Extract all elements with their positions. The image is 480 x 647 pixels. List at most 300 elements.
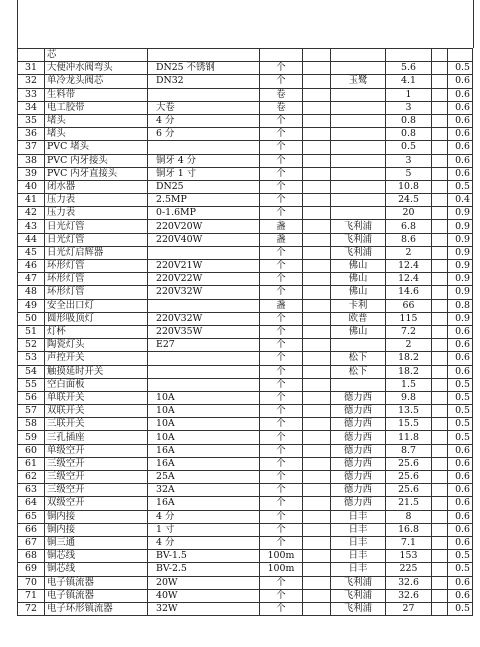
cell-spec bbox=[148, 352, 260, 365]
cell-brand: 卡利 bbox=[331, 299, 386, 312]
cell-empty bbox=[303, 194, 331, 207]
table-row bbox=[18, 391, 473, 404]
cell-unit: 个 bbox=[260, 128, 303, 141]
cell-number: 62 bbox=[18, 471, 45, 484]
cell-item-name: 触摸延时开关 bbox=[45, 365, 148, 378]
cell-unit: 个 bbox=[260, 378, 303, 391]
cell-empty bbox=[432, 62, 448, 75]
cell-item-name: 双级空开 bbox=[45, 497, 148, 510]
cell-price: 0.8 bbox=[386, 128, 432, 141]
cell-spec bbox=[148, 378, 260, 391]
cell-empty bbox=[303, 286, 331, 299]
cell-brand bbox=[331, 378, 386, 391]
cell-spec: 大卷 bbox=[148, 101, 260, 114]
cell-price: 5.6 bbox=[386, 62, 432, 75]
cell-item-name: 压力表 bbox=[45, 194, 148, 207]
cell-unit: 个 bbox=[260, 444, 303, 457]
cell-empty bbox=[303, 141, 331, 154]
cell-item-name: 单级空开 bbox=[45, 444, 148, 457]
cell-brand: 日丰 bbox=[331, 523, 386, 536]
cell-unit: 个 bbox=[260, 75, 303, 88]
cell-unit: 个 bbox=[260, 154, 303, 167]
table-row bbox=[18, 312, 473, 325]
cell-empty bbox=[303, 273, 331, 286]
cell-number: 41 bbox=[18, 194, 45, 207]
table-row bbox=[18, 457, 473, 470]
cell-spec bbox=[148, 88, 260, 101]
cell-empty bbox=[303, 365, 331, 378]
cell-price: 12.4 bbox=[386, 273, 432, 286]
cell-unit: 个 bbox=[260, 260, 303, 273]
cell-empty bbox=[432, 431, 448, 444]
cell-unit: 个 bbox=[260, 325, 303, 338]
cell-spec: DN25 不锈钢 bbox=[148, 62, 260, 75]
cell-spec: 铜牙 4 分 bbox=[148, 154, 260, 167]
cell-price: 7.2 bbox=[386, 325, 432, 338]
cell-item-name: 安全出口灯 bbox=[45, 299, 148, 312]
table-row bbox=[18, 536, 473, 549]
cell-item-name: 环形灯管 bbox=[45, 286, 148, 299]
cell-price: 15.5 bbox=[386, 418, 432, 431]
cell-empty bbox=[432, 101, 448, 114]
cell-empty bbox=[303, 602, 331, 615]
cell-spec: 220V21W bbox=[148, 260, 260, 273]
cell-item-name: PVC 内牙接头 bbox=[45, 154, 148, 167]
cell-number: 56 bbox=[18, 391, 45, 404]
cell-rate: 0.9 bbox=[448, 273, 473, 286]
cell-number: 55 bbox=[18, 378, 45, 391]
cell-empty bbox=[432, 602, 448, 615]
cell-empty bbox=[432, 497, 448, 510]
cell-price: 3 bbox=[386, 154, 432, 167]
cell-number: 71 bbox=[18, 589, 45, 602]
cell-item-name: 铜内接 bbox=[45, 510, 148, 523]
cell-empty bbox=[303, 352, 331, 365]
cell-price: 66 bbox=[386, 299, 432, 312]
cell-number: 58 bbox=[18, 418, 45, 431]
cell-spec: 1 寸 bbox=[148, 523, 260, 536]
cell-number: 40 bbox=[18, 180, 45, 193]
cell-number: 34 bbox=[18, 101, 45, 114]
cell-empty bbox=[432, 457, 448, 470]
cell-rate: 0.9 bbox=[448, 220, 473, 233]
table-row bbox=[18, 62, 473, 75]
cell-rate: 0.9 bbox=[448, 246, 473, 259]
cell-rate: 0.6 bbox=[448, 589, 473, 602]
cell-empty bbox=[432, 352, 448, 365]
cell-item-name: 生料带 bbox=[45, 88, 148, 101]
cell-empty bbox=[432, 550, 448, 563]
cell-unit: 个 bbox=[260, 246, 303, 259]
cell-number: 59 bbox=[18, 431, 45, 444]
cell-unit: 个 bbox=[260, 510, 303, 523]
table-row bbox=[18, 207, 473, 220]
cell-item-name: 铜内接 bbox=[45, 523, 148, 536]
cell-price: 13.5 bbox=[386, 405, 432, 418]
cell-price: 11.8 bbox=[386, 431, 432, 444]
cell-item-name: 空白面板 bbox=[45, 378, 148, 391]
cell-price: 153 bbox=[386, 550, 432, 563]
cell-brand: 德力西 bbox=[331, 457, 386, 470]
cell-item-name: 三级空开 bbox=[45, 484, 148, 497]
table-row bbox=[18, 418, 473, 431]
table-row bbox=[18, 523, 473, 536]
cell-empty bbox=[432, 523, 448, 536]
cell-rate: 0.6 bbox=[448, 497, 473, 510]
cell-rate: 0.6 bbox=[448, 471, 473, 484]
cell-empty bbox=[303, 536, 331, 549]
cell-empty bbox=[432, 154, 448, 167]
cell-price: 4.1 bbox=[386, 75, 432, 88]
cell-empty bbox=[303, 220, 331, 233]
cell-number: 53 bbox=[18, 352, 45, 365]
cell-item-name: 声控开关 bbox=[45, 352, 148, 365]
table-row bbox=[18, 497, 473, 510]
table-row bbox=[18, 550, 473, 563]
cell-empty bbox=[303, 312, 331, 325]
table-row bbox=[18, 194, 473, 207]
cell-price: 7.1 bbox=[386, 536, 432, 549]
cell-rate: 0.5 bbox=[448, 602, 473, 615]
cell-spec: DN25 bbox=[148, 180, 260, 193]
cell-number: 67 bbox=[18, 536, 45, 549]
cell-spec: 220V32W bbox=[148, 312, 260, 325]
cell-empty bbox=[303, 75, 331, 88]
cell-empty bbox=[432, 75, 448, 88]
cell-number: 35 bbox=[18, 114, 45, 127]
cell-item-name: 环形灯管 bbox=[45, 273, 148, 286]
cell-unit: 100m bbox=[260, 563, 303, 576]
cell-price: 9.8 bbox=[386, 391, 432, 404]
cell-number: 51 bbox=[18, 325, 45, 338]
table-row bbox=[18, 154, 473, 167]
cell-spec bbox=[148, 246, 260, 259]
cell-rate: 0.6 bbox=[448, 365, 473, 378]
cell-empty bbox=[432, 299, 448, 312]
cell-unit: 100m bbox=[260, 550, 303, 563]
cell-item-name: 三联开关 bbox=[45, 418, 148, 431]
table-row bbox=[18, 563, 473, 576]
table-row bbox=[18, 220, 473, 233]
cell-spec: 220V20W bbox=[148, 220, 260, 233]
cell-item-name: 陶瓷灯头 bbox=[45, 339, 148, 352]
cell-number: 69 bbox=[18, 563, 45, 576]
cell-price: 3 bbox=[386, 101, 432, 114]
cell-spec: 4 分 bbox=[148, 536, 260, 549]
table-row bbox=[18, 141, 473, 154]
cell-brand: 德力西 bbox=[331, 391, 386, 404]
cell-empty bbox=[303, 497, 331, 510]
cell-price: 2 bbox=[386, 339, 432, 352]
cell-brand: 德力西 bbox=[331, 471, 386, 484]
cell-unit: 盏 bbox=[260, 220, 303, 233]
table-row bbox=[18, 510, 473, 523]
cell-brand: 佛山 bbox=[331, 325, 386, 338]
cell-rate: 0.8 bbox=[448, 299, 473, 312]
cell-empty bbox=[303, 444, 331, 457]
cell-spec bbox=[148, 141, 260, 154]
cell-rate: 0.6 bbox=[448, 101, 473, 114]
cell-rate: 0.6 bbox=[448, 352, 473, 365]
cell-brand: 玉鹭 bbox=[331, 75, 386, 88]
table-row bbox=[18, 339, 473, 352]
cell-rate: 0.5 bbox=[448, 550, 473, 563]
cell-unit: 个 bbox=[260, 405, 303, 418]
cell-empty bbox=[303, 484, 331, 497]
cell-empty bbox=[303, 62, 331, 75]
cell-number: 48 bbox=[18, 286, 45, 299]
cell-unit: 个 bbox=[260, 484, 303, 497]
cell-empty bbox=[432, 286, 448, 299]
cell-price: 32.6 bbox=[386, 589, 432, 602]
cell-brand bbox=[331, 141, 386, 154]
cell-spec: 220V32W bbox=[148, 286, 260, 299]
cell-empty bbox=[303, 88, 331, 101]
cell-spec: 20W bbox=[148, 576, 260, 589]
cell-empty bbox=[432, 167, 448, 180]
cell-rate: 0.5 bbox=[448, 405, 473, 418]
cell-price: 14.6 bbox=[386, 286, 432, 299]
table-row bbox=[18, 273, 473, 286]
cell-spec: 0-1.6MP bbox=[148, 207, 260, 220]
cell-unit: 个 bbox=[260, 576, 303, 589]
cell-spec: 32A bbox=[148, 484, 260, 497]
cell-unit: 个 bbox=[260, 167, 303, 180]
cell-spec: 32W bbox=[148, 602, 260, 615]
cell-brand: 日丰 bbox=[331, 536, 386, 549]
cell-item-name: 灯杯 bbox=[45, 325, 148, 338]
cell-rate: 0.6 bbox=[448, 114, 473, 127]
cell-brand bbox=[331, 88, 386, 101]
cell-price: 25.6 bbox=[386, 471, 432, 484]
cell-unit: 个 bbox=[260, 273, 303, 286]
cell-spec: 40W bbox=[148, 589, 260, 602]
cell-price: 0.8 bbox=[386, 114, 432, 127]
cell-brand: 飞利浦 bbox=[331, 576, 386, 589]
cell-spec: 10A bbox=[148, 391, 260, 404]
cell-unit: 个 bbox=[260, 431, 303, 444]
cell-empty bbox=[432, 260, 448, 273]
cell-empty bbox=[432, 391, 448, 404]
cell-unit: 盏 bbox=[260, 299, 303, 312]
cell-number: 64 bbox=[18, 497, 45, 510]
cell-number: 60 bbox=[18, 444, 45, 457]
cell-price: 0.5 bbox=[386, 141, 432, 154]
cell-rate: 0.6 bbox=[448, 444, 473, 457]
cell-brand bbox=[331, 207, 386, 220]
cell-number: 33 bbox=[18, 88, 45, 101]
cell-brand: 日丰 bbox=[331, 510, 386, 523]
cell-number: 66 bbox=[18, 523, 45, 536]
cell-empty bbox=[432, 536, 448, 549]
cell-rate: 0.6 bbox=[448, 88, 473, 101]
cell-spec: 10A bbox=[148, 431, 260, 444]
cell-spec: 25A bbox=[148, 471, 260, 484]
cell-rate: 0.5 bbox=[448, 418, 473, 431]
cell-empty bbox=[303, 378, 331, 391]
cell-spec: 4 分 bbox=[148, 510, 260, 523]
cell-price: 1 bbox=[386, 88, 432, 101]
cell-empty bbox=[303, 431, 331, 444]
cell-spec bbox=[148, 299, 260, 312]
cell-unit: 个 bbox=[260, 602, 303, 615]
cell-brand: 飞利浦 bbox=[331, 246, 386, 259]
cell-number: 37 bbox=[18, 141, 45, 154]
cell-rate: 0.5 bbox=[448, 391, 473, 404]
cell-empty bbox=[432, 180, 448, 193]
cell-item-name: 大便冲水阀弯头 bbox=[45, 62, 148, 75]
table-body bbox=[18, 49, 473, 616]
cell-rate: 0.6 bbox=[448, 141, 473, 154]
cell-rate: 0.5 bbox=[448, 563, 473, 576]
cell-empty bbox=[432, 128, 448, 141]
table-row-fragment bbox=[18, 49, 473, 62]
cell-brand: 德力西 bbox=[331, 431, 386, 444]
cell-number: 46 bbox=[18, 260, 45, 273]
cell-rate: 0.6 bbox=[448, 536, 473, 549]
table-row bbox=[18, 378, 473, 391]
cell-rate: 0.9 bbox=[448, 312, 473, 325]
price-list-table bbox=[17, 48, 473, 616]
cell-item-name: 压力表 bbox=[45, 207, 148, 220]
cell-empty bbox=[303, 339, 331, 352]
cell-rate: 0.6 bbox=[448, 523, 473, 536]
cell-rate: 0.6 bbox=[448, 576, 473, 589]
cell-spec: 16A bbox=[148, 497, 260, 510]
cell-empty bbox=[303, 207, 331, 220]
cell-empty bbox=[432, 246, 448, 259]
cell-number: 49 bbox=[18, 299, 45, 312]
cell-rate: 0.6 bbox=[448, 154, 473, 167]
cell-brand: 日丰 bbox=[331, 563, 386, 576]
cell-empty bbox=[432, 484, 448, 497]
cell-unit: 个 bbox=[260, 589, 303, 602]
cell-brand bbox=[331, 339, 386, 352]
cell-item-name: 铜三通 bbox=[45, 536, 148, 549]
cell-spec: 16A bbox=[148, 457, 260, 470]
cell-rate: 0.9 bbox=[448, 233, 473, 246]
cell-item-name: 闭水器 bbox=[45, 180, 148, 193]
cell-number: 50 bbox=[18, 312, 45, 325]
cell-empty bbox=[432, 510, 448, 523]
table-row bbox=[18, 471, 473, 484]
cell-unit: 个 bbox=[260, 312, 303, 325]
cell-item-name: 堵头 bbox=[45, 114, 148, 127]
cell-item-name: 环形灯管 bbox=[45, 260, 148, 273]
cell-brand bbox=[331, 194, 386, 207]
cell-empty bbox=[432, 589, 448, 602]
cell-empty bbox=[303, 114, 331, 127]
cell-spec: 220V40W bbox=[148, 233, 260, 246]
cell-empty bbox=[303, 167, 331, 180]
cell-rate: 0.5 bbox=[448, 180, 473, 193]
cell-empty bbox=[303, 391, 331, 404]
cell-spec: 220V22W bbox=[148, 273, 260, 286]
table-row bbox=[18, 352, 473, 365]
cell-brand: 佛山 bbox=[331, 260, 386, 273]
cell-rate: 0.6 bbox=[448, 325, 473, 338]
cell-rate: 0.5 bbox=[448, 378, 473, 391]
cell-price: 16.8 bbox=[386, 523, 432, 536]
cell-empty bbox=[303, 510, 331, 523]
cell-item-name: 日光灯管 bbox=[45, 233, 148, 246]
cell-number: 72 bbox=[18, 602, 45, 615]
cell-number: 65 bbox=[18, 510, 45, 523]
cell-brand: 佛山 bbox=[331, 286, 386, 299]
table-row bbox=[18, 180, 473, 193]
cell-item-name: 单冷龙头阀芯 bbox=[45, 75, 148, 88]
cell-price: 24.5 bbox=[386, 194, 432, 207]
cell-empty bbox=[303, 576, 331, 589]
cell-price: 10.8 bbox=[386, 180, 432, 193]
cell-unit: 个 bbox=[260, 418, 303, 431]
cell-unit: 个 bbox=[260, 536, 303, 549]
cell-empty bbox=[432, 220, 448, 233]
cell-brand: 欧普 bbox=[331, 312, 386, 325]
cell-spec: 铜牙 1 寸 bbox=[148, 167, 260, 180]
cell-price: 25.6 bbox=[386, 457, 432, 470]
cell-number: 47 bbox=[18, 273, 45, 286]
cell-empty bbox=[432, 418, 448, 431]
cell-rate: 0.9 bbox=[448, 260, 473, 273]
cell-unit: 个 bbox=[260, 194, 303, 207]
cell-empty bbox=[432, 88, 448, 101]
cell-item-name: 电子镇流器 bbox=[45, 589, 148, 602]
cell-empty bbox=[432, 576, 448, 589]
cell-spec: DN32 bbox=[148, 75, 260, 88]
cell-brand: 德力西 bbox=[331, 405, 386, 418]
cell-spec: E27 bbox=[148, 339, 260, 352]
cell-unit: 卷 bbox=[260, 88, 303, 101]
cell-price: 27 bbox=[386, 602, 432, 615]
cell-unit: 个 bbox=[260, 471, 303, 484]
cell-empty bbox=[432, 233, 448, 246]
cell-number: 70 bbox=[18, 576, 45, 589]
cell-price: 32.6 bbox=[386, 576, 432, 589]
cell-item-name: PVC 堵头 bbox=[45, 141, 148, 154]
cell-brand bbox=[331, 114, 386, 127]
cell-empty bbox=[432, 114, 448, 127]
cell-number: 39 bbox=[18, 167, 45, 180]
cell-spec: 2.5MP bbox=[148, 194, 260, 207]
cell-price: 12.4 bbox=[386, 260, 432, 273]
table-row bbox=[18, 260, 473, 273]
cell-rate: 0.6 bbox=[448, 339, 473, 352]
cell-empty bbox=[432, 207, 448, 220]
cell-spec: 10A bbox=[148, 405, 260, 418]
cell-number: 54 bbox=[18, 365, 45, 378]
cell-empty bbox=[432, 365, 448, 378]
cell-brand: 松下 bbox=[331, 365, 386, 378]
table-row bbox=[18, 128, 473, 141]
cell-empty bbox=[303, 418, 331, 431]
cell-spec: 16A bbox=[148, 444, 260, 457]
cell-brand: 德力西 bbox=[331, 484, 386, 497]
cell-unit: 个 bbox=[260, 62, 303, 75]
cell-price: 21.5 bbox=[386, 497, 432, 510]
cell-unit: 盏 bbox=[260, 233, 303, 246]
cell-brand bbox=[331, 180, 386, 193]
cell-empty bbox=[432, 563, 448, 576]
cell-empty bbox=[303, 589, 331, 602]
cell-number: 32 bbox=[18, 75, 45, 88]
cell-number: 63 bbox=[18, 484, 45, 497]
cell-item-name: PVC 内牙直接头 bbox=[45, 167, 148, 180]
cell-brand: 飞利浦 bbox=[331, 602, 386, 615]
cell-empty bbox=[432, 471, 448, 484]
cell-brand bbox=[331, 154, 386, 167]
cell-empty bbox=[303, 128, 331, 141]
